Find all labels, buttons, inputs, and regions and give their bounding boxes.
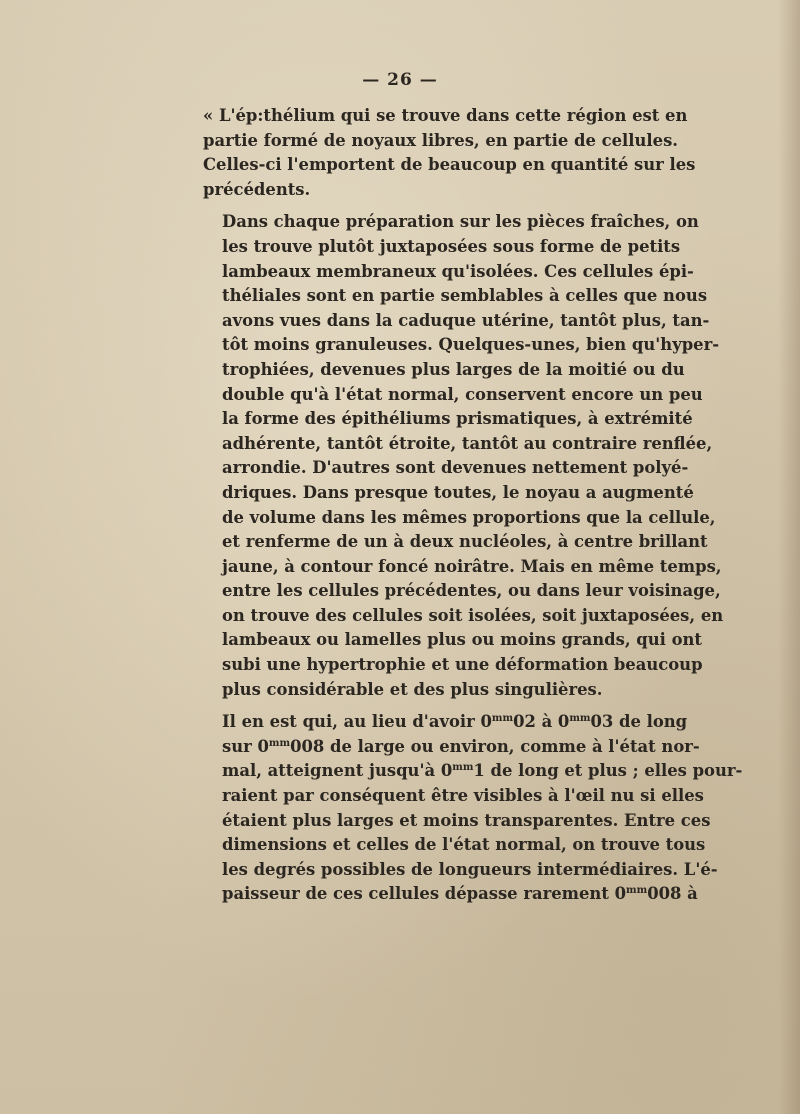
body-text	[203, 104, 743, 907]
text-line: avons vues dans la caduque utérine, tantôt plus, tan-	[222, 310, 710, 330]
text-line: théliales sont en partie semblables à celles que nous	[222, 286, 708, 306]
text-line: trophiées, devenues plus larges de la moitié ou du	[222, 359, 685, 379]
text-line: jaune, à contour foncé noirâtre. Mais en même temps,	[222, 556, 722, 576]
page-number: — 26 —	[362, 70, 438, 90]
text-line: précédents.	[203, 179, 311, 199]
page-edge-shadow	[778, 0, 800, 1114]
text-line: dimensions et celles de l'état normal, on trouve tous	[222, 835, 706, 855]
text-line: Dans chaque préparation sur les pièces fraîches, on	[222, 212, 699, 232]
text-line: les trouve plutôt juxtaposées sous forme de petits	[222, 236, 681, 256]
unit-superscript: mm	[268, 737, 291, 749]
text-line: sur $0^{mm}008$ de large ou environ, comme à l'état nor-	[222, 736, 700, 756]
text-line: la forme des épithéliums prismatiques, à extrémité	[222, 409, 693, 429]
text-line: paisseur de ces cellules dépasse rarement $0^{mm}008$ à	[222, 884, 698, 904]
text-line: étaient plus larges et moins transparentes. Entre ces	[222, 810, 711, 830]
paragraph-2	[203, 210, 724, 702]
text-line: tôt moins granuleuses. Quelques-unes, bien qu'hyper-	[222, 335, 720, 355]
text-line: raient par conséquent être visibles à l'œil nu si elles	[222, 786, 704, 806]
text-line: « L'ép:thélium qui se trouve dans cette région est en	[203, 106, 688, 125]
text-line: double qu'à l'état normal, conservent encore un peu	[222, 384, 703, 404]
text-line: lambeaux membraneux qu'isolées. Ces cellules épi-	[222, 261, 694, 281]
text-line: les degrés possibles de longueurs intermédiaires. L'é-	[222, 859, 718, 879]
unit-superscript: mm	[569, 713, 591, 725]
text-line: mal, atteignent jusqu'à $0^{mm}1$ de long et plus ; elles pour-	[222, 761, 743, 781]
text-line: plus considérable et des plus singulières.	[222, 679, 603, 699]
paragraph-3	[203, 710, 743, 907]
text-line: driques. Dans presque toutes, le noyau a augmenté	[222, 482, 694, 502]
text-line: entre les cellules précédentes, ou dans leur voisinage,	[222, 581, 721, 601]
text-line: subi une hypertrophie et une déformation beaucoup	[222, 655, 703, 675]
text-line: et renferme de un à deux nucléoles, à centre brillant	[222, 532, 708, 552]
unit-superscript: mm	[491, 713, 514, 725]
text-line: on trouve des cellules soit isolées, soit juxtaposées, en	[222, 605, 724, 625]
text-line: arrondie. D'autres sont devenues nettement polyé-	[222, 458, 689, 478]
text-line: Celles-ci l'emportent de beaucoup en quantité sur les	[203, 155, 696, 175]
text-line: Il en est qui, au lieu d'avoir $0^{mm}02$ à $0^{mm}03$ de long	[222, 712, 688, 732]
unit-superscript: mm	[626, 885, 648, 897]
text-line: adhérente, tantôt étroite, tantôt au contraire renflée,	[222, 433, 713, 453]
text-line: partie formé de noyaux libres, en partie de cellules.	[203, 130, 679, 150]
unit-superscript: mm	[452, 762, 474, 774]
paragraph-1	[203, 104, 696, 202]
text-line: lambeaux ou lamelles plus ou moins grands, qui ont	[222, 630, 702, 650]
text-line: de volume dans les mêmes proportions que la cellule,	[222, 507, 716, 527]
